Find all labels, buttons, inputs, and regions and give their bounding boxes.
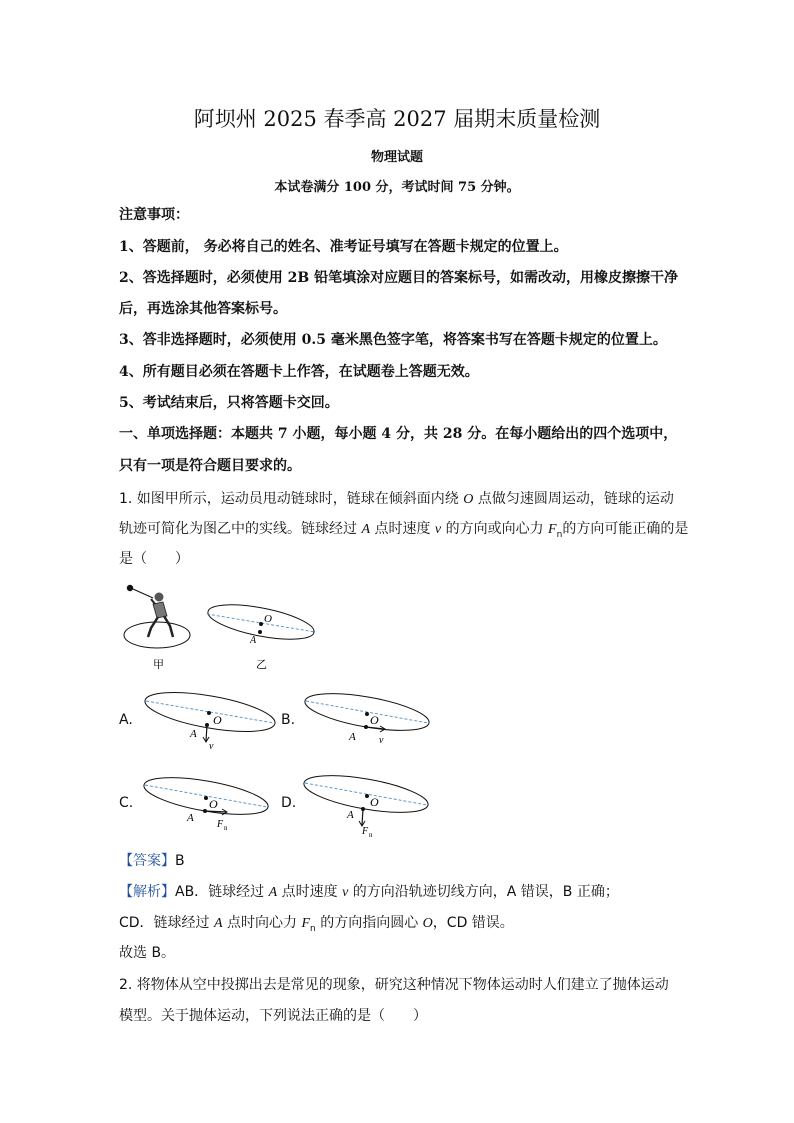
svg-text:F: F <box>362 826 369 837</box>
q1-stem-line-1: 1. 如图甲所示，运动员甩动链球时，链球在倾斜面内绕 O 点做匀速圆周运动，链球的运动 <box>119 491 674 507</box>
option-d-label: D. <box>281 795 297 811</box>
q2-stem-line-2: 模型。关于抛体运动，下列说法正确的是（ ） <box>119 1008 427 1024</box>
option-c-figure <box>140 770 275 834</box>
tilted-orbit-yi <box>205 598 316 646</box>
notice-item-1: 1、答题前， 务必将自己的姓名、准考证号填写在答题卡规定的位置上。 <box>119 239 568 255</box>
q1-stem-line-3: 是（ ） <box>119 551 189 567</box>
q1-answer: 【答案】B <box>119 853 185 869</box>
q1-conclusion: 故选 B。 <box>119 945 176 961</box>
svg-text:v: v <box>209 741 214 752</box>
q1-figure-jia-yi <box>115 580 330 672</box>
svg-text:v: v <box>379 735 384 745</box>
notice-item-2-cont: 后，再选涂其他答案标号。 <box>119 301 287 317</box>
subject-subtitle: 物理试题 <box>370 150 423 165</box>
svg-text:O: O <box>370 795 379 809</box>
svg-text:F: F <box>217 819 224 830</box>
option-c-label: C. <box>119 795 134 811</box>
svg-text:O: O <box>209 797 218 811</box>
option-a-label: A. <box>119 712 133 728</box>
svg-text:O: O <box>370 713 379 727</box>
svg-text:n: n <box>224 824 228 832</box>
notice-heading: 注意事项： <box>119 207 189 223</box>
svg-text:A: A <box>187 812 194 824</box>
option-b-figure <box>300 685 435 745</box>
page-title: 阿坝州 2025 春季高 2027 届期末质量检测 <box>193 107 601 131</box>
q2-stem-line-1: 2. 将物体从空中投掷出去是常见的现象，研究这种情况下物体运动时人们建立了抛体运动 <box>119 977 669 993</box>
svg-text:A: A <box>190 728 197 740</box>
q1-analysis-line-2: CD．链球经过 A 点时向心力 $F_n$ 的方向指向圆心 O，CD 错误。 <box>119 915 514 934</box>
section-heading-cont: 只有一项是符合题目要求的。 <box>119 458 301 474</box>
option-b-label: B. <box>281 712 296 728</box>
svg-text:O: O <box>213 713 222 727</box>
svg-text:O: O <box>264 613 272 625</box>
svg-text:n: n <box>369 831 373 839</box>
notice-item-4: 4、所有题目必须在答题卡上作答，在试题卷上答题无效。 <box>119 364 479 380</box>
q1-analysis-line-1: 【解析】AB．链球经过 A 点时速度 v 的方向沿轨迹切线方向，A 错误，B 正确； <box>119 884 619 900</box>
option-d-figure <box>300 768 435 840</box>
athlete-figure <box>124 585 190 648</box>
notice-item-2: 2、答选择题时，必须使用 2B 铅笔填涂对应题目的答案标号，如需改动，用橡皮擦擦干净 <box>119 270 679 286</box>
svg-text:A: A <box>349 731 356 743</box>
svg-text:A: A <box>250 635 257 646</box>
label-jia: 甲 <box>153 659 164 671</box>
label-yi: 乙 <box>256 659 267 671</box>
option-a-figure <box>140 683 280 755</box>
q1-stem-line-2: 轨迹可简化为图乙中的实线。链球经过 A 点时速度 v 的方向或向心力 $F_n$的方向可能正确的是 <box>119 521 689 540</box>
notice-item-5: 5、考试结束后，只将答题卡交回。 <box>119 395 339 411</box>
exam-info: 本试卷满分 100 分，考试时间 75 分钟。 <box>274 180 520 195</box>
section-heading: 一、单项选择题：本题共 7 小题，每小题 4 分，共 28 分。在每小题给出的四个选项中， <box>119 426 678 442</box>
svg-text:A: A <box>347 809 354 821</box>
notice-item-3: 3、答非选择题时，必须使用 0.5 毫米黑色签字笔，将答案书写在答题卡规定的位置上。 <box>119 332 667 348</box>
